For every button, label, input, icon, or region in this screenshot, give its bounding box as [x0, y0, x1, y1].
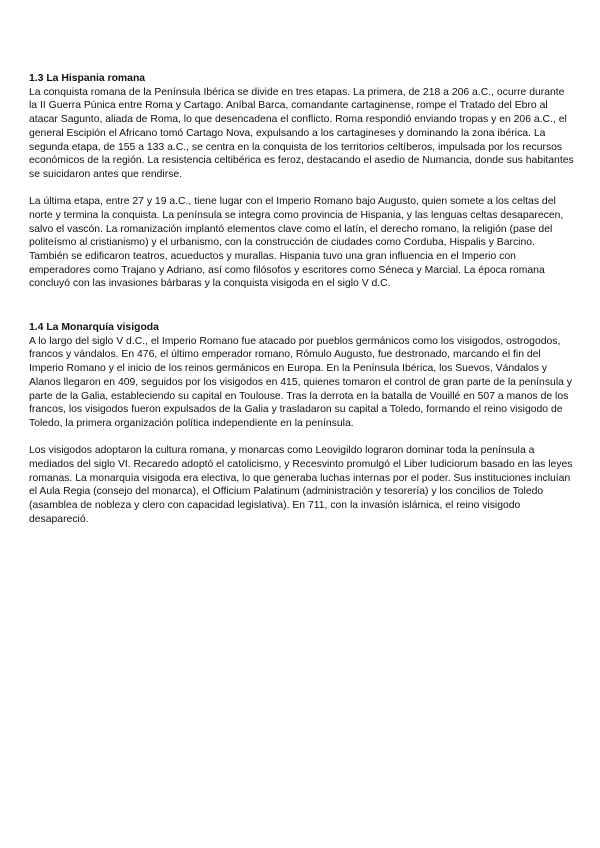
section-hispania-romana: [29, 72, 575, 291]
paragraph: La última etapa, entre 27 y 19 a.C., tiene lugar con el Imperio Romano bajo Augusto, quien somete a los celtas del norte y termina la conquista. La península se integra como provincia de Hispania, y las lenguas celtas desaparecen, salvo el vascón. La romanización implantó elementos clave como el latín, el derecho romano, la religión (pase del politeísmo al cristianismo) y el urbanismo, con la construcción de ciudades como Corduba, Hispalis y Barcino. También se edificaron teatros, acueductos y murallas. Hispania tuvo una gran influencia en el Imperio con emperadores como Trajano y Adriano, así como filósofos y escritores como Séneca y Marcial. La época romana concluyó con las invasiones bárbaras y la conquista visigoda en el siglo V d.C.: [29, 196, 564, 290]
document-page: [29, 72, 575, 526]
section-monarquia-visigoda: [29, 321, 575, 526]
section-heading: 1.4 La Monarquía visigoda: [29, 322, 159, 334]
paragraph: Los visigodos adoptaron la cultura romana, y monarcas como Leovigildo lograron dominar toda la península a mediados del siglo VI. Recaredo adoptó el catolicismo, y Recesvinto promulgó el Liber Iudiciorum basado en las leyes romanas. La monarquía visigoda era electiva, lo que generaba luchas internas por el poder. Sus instituciones incluían el Aula Regia (consejo del monarca), el Officium Palatinum (administración y tesorería) y los concilios de Toledo (asamblea de nobleza y clero con capacidad legislativa). En 711, con la invasión islámica, el reino visigodo desapareció.: [29, 445, 573, 525]
section-heading: 1.3 La Hispania romana: [29, 73, 146, 84]
paragraph: La conquista romana de la Península Ibérica se divide en tres etapas. La primera, de 218 a 206 a.C., ocurre durante la II Guerra Púnica entre Roma y Cartago. Aníbal Barca, comandante cartaginense, rompe el Tratado del Ebro al atacar Sagunto, aliada de Roma, lo que desencadena el conflicto. Roma respondió enviando tropas y en 206 a.C., el general Escipión el Africano tomó Cartago Nova, expulsando a los cartagineses y dominando la zona ibérica. La segunda etapa, de 155 a 133 a.C., se centra en la conquista de los territorios celtíberos, impulsada por los recursos económicos de la región. La resistencia celtibérica es feroz, destacando el asedio de Numancia, donde sus habitantes se suicidaron antes que rendirse.: [29, 86, 574, 180]
paragraph: A lo largo del siglo V d.C., el Imperio Romano fue atacado por pueblos germánicos como los visigodos, ostrogodos, francos y vándalos. En 476, el último emperador romano, Rómulo Augusto, fue destronado, marcando el fin del Imperio Romano y el inicio de los reinos germánicos en Europa. En la Península Ibérica, los Suevos, Vándalos y Alanos llegaron en 409, seguidos por los visigodos en 415, quienes tomaron el control de gran parte de la península y parte de la Galia, estableciendo su capital en Toulouse. Tras la derrota en la batalla de Vouillé en 507 a manos de los francos, los visigodos fueron expulsados de la Galia y trasladaron su capital a Toledo, formando el reino visigodo de Toledo, la primera organización política independiente en la península.: [29, 335, 572, 429]
